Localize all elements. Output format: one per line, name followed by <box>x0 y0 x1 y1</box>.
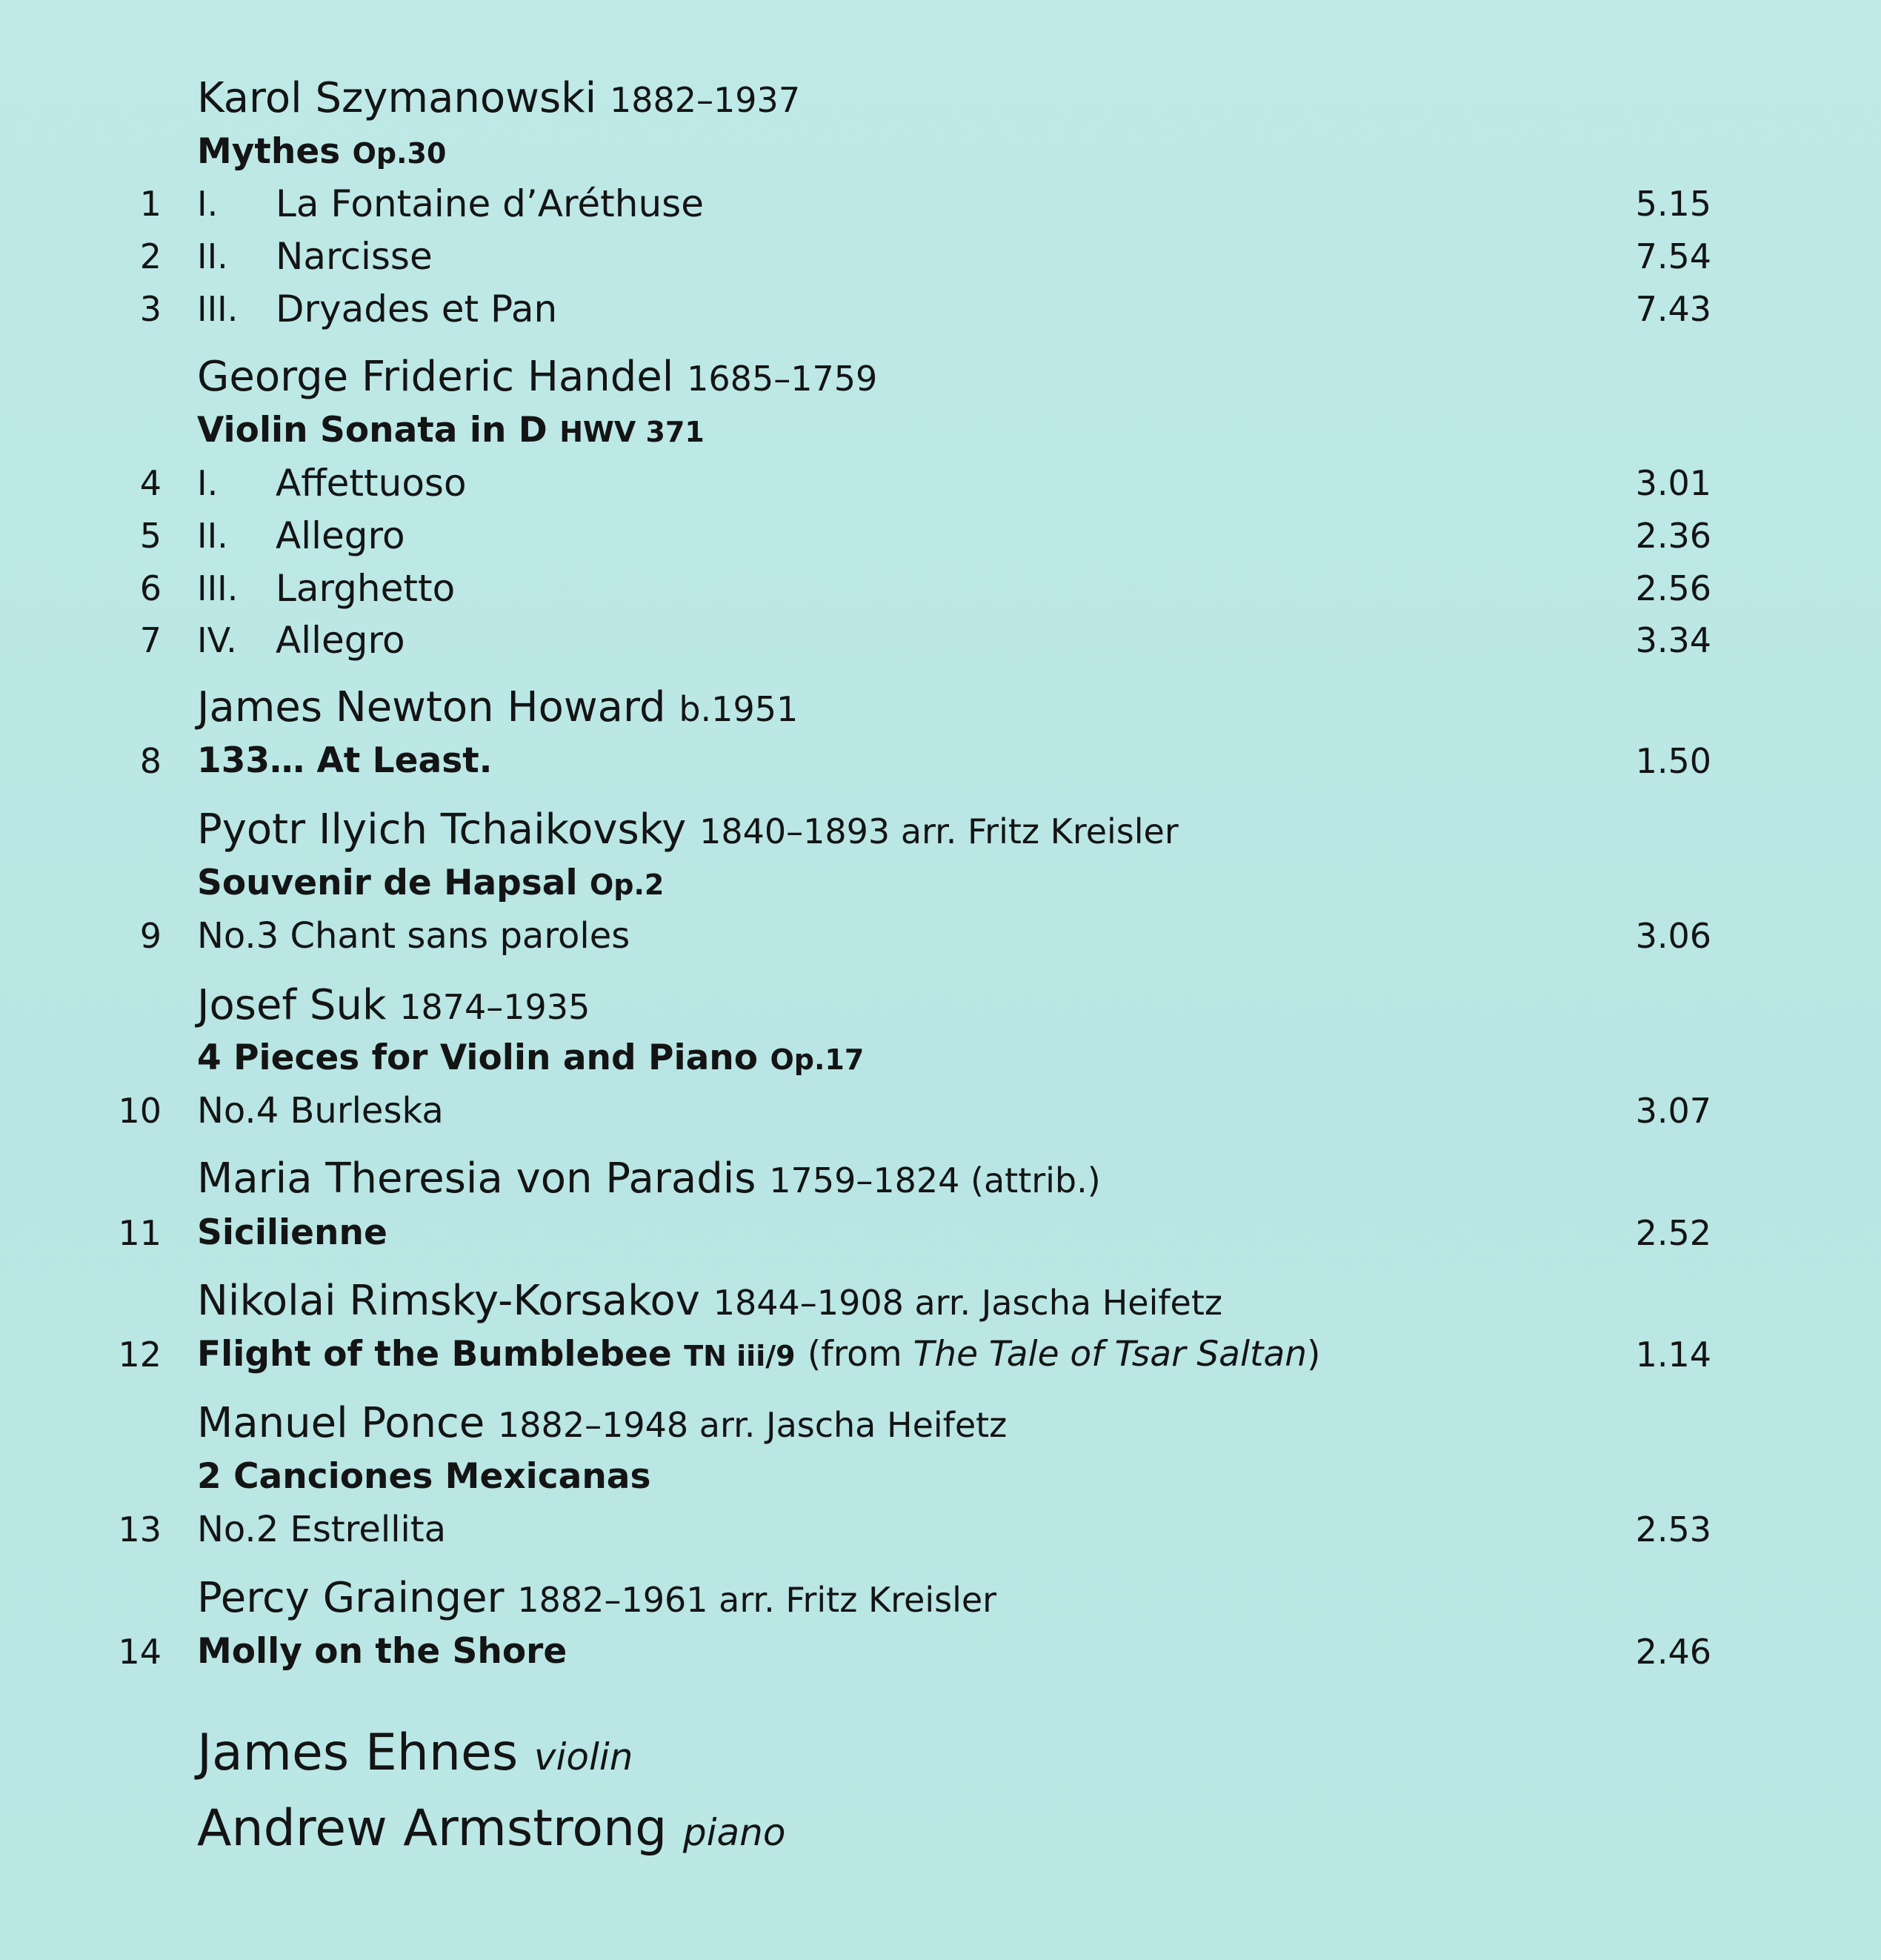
composer-dates: 1874–1935 <box>399 987 590 1027</box>
performer-instrument: piano <box>682 1811 786 1854</box>
movement-title: Allegro <box>276 514 405 557</box>
movement-title: Dryades et Pan <box>276 288 558 330</box>
work-title: Mythes Op.30 <box>197 131 447 172</box>
track-row <box>0 1085 1881 1137</box>
track-number: 14 <box>118 1632 162 1672</box>
performer-name: Andrew Armstrong <box>197 1799 667 1858</box>
work-catalog: Op.30 <box>352 137 447 170</box>
track-number: 4 <box>139 463 162 503</box>
movement-number: II. <box>197 516 228 556</box>
composer-name: Nikolai Rimsky-Korsakov 1844–1908 arr. Jascha Heifetz <box>197 1277 1223 1325</box>
track-number: 6 <box>139 568 162 608</box>
track-row <box>0 1207 1881 1259</box>
track-number: 3 <box>139 289 162 329</box>
track-number: 2 <box>139 236 162 276</box>
composer-heading <box>0 351 1881 403</box>
work-heading <box>0 857 1881 909</box>
track-duration: 5.15 <box>1635 184 1711 224</box>
track-row <box>0 178 1881 230</box>
work-heading <box>0 405 1881 456</box>
track-duration: 3.34 <box>1635 620 1711 660</box>
movement-title: La Fontaine d’Aréthuse <box>276 182 704 225</box>
track-duration: 2.56 <box>1635 568 1711 608</box>
composer-heading <box>0 980 1881 1032</box>
track-row <box>0 1329 1881 1381</box>
track-row <box>0 1504 1881 1555</box>
movement-number: III. <box>197 568 239 608</box>
track-number: 13 <box>118 1509 162 1549</box>
composer-heading <box>0 804 1881 856</box>
track-number: 11 <box>118 1213 162 1253</box>
composer-heading <box>0 1398 1881 1449</box>
work-title: Violin Sonata in D HWV 371 <box>197 410 705 451</box>
movement-number: III. <box>197 289 239 329</box>
composer-dates: 1685–1759 <box>687 359 878 399</box>
performer-line <box>197 1792 785 1866</box>
source-title: The Tale of Tsar Saltan <box>913 1334 1308 1375</box>
track-number: 10 <box>118 1091 162 1131</box>
composer-dates: 1844–1908 arr. Jascha Heifetz <box>713 1283 1223 1323</box>
movement-title: Allegro <box>276 619 405 662</box>
track-duration: 2.36 <box>1635 516 1711 556</box>
track-duration: 3.01 <box>1635 463 1711 503</box>
composer-heading <box>0 682 1881 734</box>
work-heading <box>0 126 1881 178</box>
work-title: 2 Canciones Mexicanas <box>197 1456 651 1497</box>
composer-name: Pyotr Ilyich Tchaikovsky 1840–1893 arr. Fritz Kreisler <box>197 805 1179 854</box>
composer-heading <box>0 1275 1881 1327</box>
track-row <box>0 910 1881 962</box>
work-title: 133… At Least. <box>197 740 493 781</box>
track-duration: 2.52 <box>1635 1213 1711 1253</box>
composer-name: Percy Grainger 1882–1961 arr. Fritz Kreisler <box>197 1574 997 1622</box>
work-catalog: HWV 371 <box>559 416 705 448</box>
track-duration: 3.07 <box>1635 1091 1711 1131</box>
movement-title: Larghetto <box>276 567 456 610</box>
movement-number: I. <box>197 463 219 503</box>
work-source: (from The Tale of Tsar Saltan) <box>807 1334 1321 1375</box>
performer-name: James Ehnes <box>197 1724 519 1782</box>
track-duration: 1.50 <box>1635 741 1711 781</box>
performer-instrument: violin <box>533 1735 633 1778</box>
movement-title: Affettuoso <box>276 462 467 505</box>
work-catalog: Op.2 <box>589 868 665 901</box>
composer-dates: 1882–1937 <box>609 80 801 120</box>
composer-heading <box>0 1572 1881 1624</box>
track-row <box>0 1626 1881 1678</box>
composer-dates: 1882–1948 arr. Jascha Heifetz <box>498 1405 1008 1445</box>
movement-title: No.3 Chant sans paroles <box>197 915 630 957</box>
track-duration: 2.53 <box>1635 1509 1711 1549</box>
track-duration: 7.43 <box>1635 289 1711 329</box>
composer-dates: 1759–1824 (attrib.) <box>769 1160 1101 1200</box>
composer-name: Maria Theresia von Paradis 1759–1824 (attrib.) <box>197 1155 1101 1203</box>
track-number: 12 <box>118 1335 162 1375</box>
work-heading <box>0 1032 1881 1084</box>
work-title: Flight of the Bumblebee TN iii/9 (from The Tale of Tsar Saltan) <box>197 1334 1321 1375</box>
composer-dates: b.1951 <box>679 689 799 729</box>
track-number: 1 <box>139 184 162 224</box>
composer-heading <box>0 1153 1881 1205</box>
track-duration: 7.54 <box>1635 236 1711 276</box>
movement-number: II. <box>197 236 228 276</box>
composer-dates: 1882–1961 arr. Fritz Kreisler <box>517 1580 997 1620</box>
composer-name: Josef Suk 1874–1935 <box>197 981 590 1029</box>
work-title: Molly on the Shore <box>197 1631 567 1672</box>
track-number: 9 <box>139 916 162 956</box>
performer-line <box>197 1716 633 1790</box>
work-catalog: Op.17 <box>770 1043 865 1076</box>
track-number: 8 <box>139 741 162 781</box>
track-row <box>0 457 1881 509</box>
track-row <box>0 510 1881 562</box>
movement-title: Narcisse <box>276 235 433 278</box>
work-title: 4 Pieces for Violin and Piano Op.17 <box>197 1037 865 1078</box>
work-title: Souvenir de Hapsal Op.2 <box>197 863 665 903</box>
composer-name: George Frideric Handel 1685–1759 <box>197 353 878 401</box>
track-row <box>0 230 1881 282</box>
work-title: Sicilienne <box>197 1212 387 1253</box>
track-duration: 2.46 <box>1635 1632 1711 1672</box>
movement-title: No.4 Burleska <box>197 1090 444 1132</box>
track-number: 7 <box>139 620 162 660</box>
composer-dates: 1840–1893 arr. Fritz Kreisler <box>699 811 1179 851</box>
movement-number: I. <box>197 184 219 224</box>
track-row <box>0 735 1881 787</box>
track-row <box>0 614 1881 666</box>
track-row <box>0 283 1881 335</box>
track-row <box>0 562 1881 614</box>
work-heading <box>0 1451 1881 1503</box>
movement-title: No.2 Estrellita <box>197 1509 447 1550</box>
composer-name: James Newton Howard b.1951 <box>197 683 799 731</box>
track-duration: 3.06 <box>1635 916 1711 956</box>
movement-number: IV. <box>197 620 237 660</box>
work-catalog: TN iii/9 <box>684 1340 796 1372</box>
composer-heading <box>0 73 1881 124</box>
composer-name: Manuel Ponce 1882–1948 arr. Jascha Heifetz <box>197 1399 1008 1447</box>
track-number: 5 <box>139 516 162 556</box>
track-duration: 1.14 <box>1635 1335 1711 1375</box>
composer-name: Karol Szymanowski 1882–1937 <box>197 74 801 122</box>
